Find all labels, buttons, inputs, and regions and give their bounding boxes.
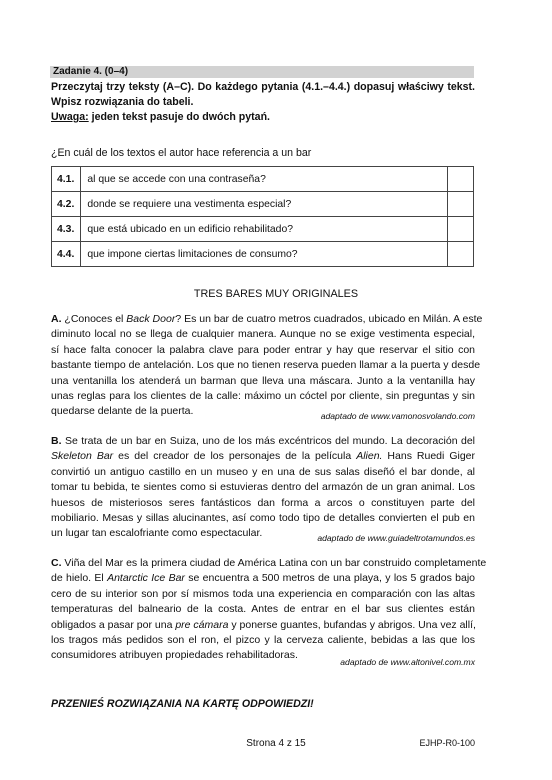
answer-table [51,166,474,267]
text-b-line-1: Se trata de un bar en Suiza, uno de los más excéntricos del mundo. La decoración del [64,435,475,447]
text-b-line-5: huesos de misteriosos seres fantásticos dan forma a arcos o constituyen parte del [51,496,475,509]
text-a-line-5: una ventanilla los atenderá un barman que lleva una máscara. Junto a la ventanilla hay [51,374,475,387]
question-number: 4.3. [52,217,81,242]
text-c-line-1: Viña del Mar es la primera ciudad de América Latina con un bar construido completamente [64,557,487,569]
text-b-line-2: Skeleton Bar es del creador de los personajes de la película Alien. Hans Ruedi Giger [51,450,476,463]
text-a-line-6: unas reglas para los clientes de la calle: máximo un cóctel por cliente, sin preguntas y sin [51,390,475,403]
text-c-letter: C. [51,557,62,569]
note-text: jeden tekst pasuje do dwóch pytań. [88,111,270,123]
question-number: 4.4. [52,242,81,267]
text-c-line-7: consumidores atribuyen propiedades rehabilitadoras. [51,649,298,662]
text-c-source: adaptado de www.altonivel.com.mx [340,657,475,667]
text-c [51,556,487,664]
text-b-line-6: mobiliario. Mesas y sillas alucinantes, así como todo tipo de detalles convierten el pub en [51,512,475,525]
text-a-line-4: bastante tiempo de antelación. Los que no tienen reserva pueden llamar a la puerta y desde [51,359,481,372]
text-a-letter: A. [51,313,62,325]
text-c-line-4: temperaturas del balneario de la costa. Antes de entrar en el bar sus clientes están [51,603,475,616]
text-a [51,312,483,420]
text-b [51,434,475,542]
text-b-source: adaptado de www.guiadeltrotamundos.es [317,533,475,543]
exam-code: EJHP-R0-100 [419,738,475,748]
task-note [51,110,475,125]
text-b-line-4: tomar tu bebida, te sientes como si estuvieras dentro del armazón de un gran animal. Los [51,481,475,494]
text-b-line-3: convirtió un antiguo castillo en un museo y en una de sus salas diseñó el bar donde, al [51,465,475,478]
question-text: que impone ciertas limitaciones de consumo? [81,242,448,267]
answer-cell[interactable] [448,192,474,217]
task-header: Zadanie 4. (0–4) [50,66,474,78]
page-number: Strona 4 z 15 [246,738,306,749]
text-a-line-1: ¿Conoces el Back Door? Es un bar de cuatro metros cuadrados, ubicado en Milán. A este [64,313,483,325]
answer-cell[interactable] [448,167,474,192]
task-instruction-line1: Przeczytaj trzy teksty (A–C). Do każdego pytania (4.1.–4.4.) dopasuj właściwy tekst. [51,81,475,93]
question-text: donde se requiere una vestimenta especial? [81,192,448,217]
text-c-line-2: de hielo. El Antarctic Ice Bar se encuentra a 500 metros de una playa, y los 5 grados bajo [51,572,475,585]
question-number: 4.2. [52,192,81,217]
answer-cell[interactable] [448,217,474,242]
question-number: 4.1. [52,167,81,192]
text-a-source: adaptado de www.vamonosvolando.com [320,411,475,421]
text-c-line [51,556,487,571]
text-c-line-3: cero de su interior son por sí mismos toda una experiencia en comparación con las altas [51,587,475,600]
task-instruction-line2: Wpisz rozwiązania do tabeli. [51,96,194,108]
text-b-letter: B. [51,435,62,447]
text-c-line-6: los tragos más pedidos son el ron, el pizco y la cerveza caliente, bebidas a las que los [51,634,475,647]
answer-cell[interactable] [448,242,474,267]
question-stem: ¿En cuál de los textos el autor hace referencia a un bar [51,147,312,159]
table-row [52,242,474,267]
text-b-line-7: un lugar tan escalofriante como espectacular. [51,527,263,540]
question-text: que está ubicado en un edificio rehabilitado? [81,217,448,242]
text-c-line-5: obligados a pasar por una pre cámara y ponerse guantes, bufandas y abrigos. Una vez allí, [51,618,476,631]
table-row [52,167,474,192]
transfer-answers-notice: PRZENIEŚ ROZWIĄZANIA NA KARTĘ ODPOWIEDZI! [51,698,314,710]
question-text: al que se accede con una contraseña? [81,167,448,192]
table-row [52,192,474,217]
text-a-line-7: quedarse delante de la puerta. [51,405,194,418]
note-label: Uwaga: [51,111,89,123]
text-a-line [51,312,483,327]
text-a-line-2: diminuto local no se llega de cualquier manera. Aunque no se exige vestimenta especial, [51,328,475,341]
table-row [52,217,474,242]
text-a-line-3: sí hace falta conocer la palabra clave para poder entrar y hay que reservar el sitio con [51,343,475,356]
reading-title: TRES BARES MUY ORIGINALES [193,288,359,300]
text-b-line [51,434,475,449]
